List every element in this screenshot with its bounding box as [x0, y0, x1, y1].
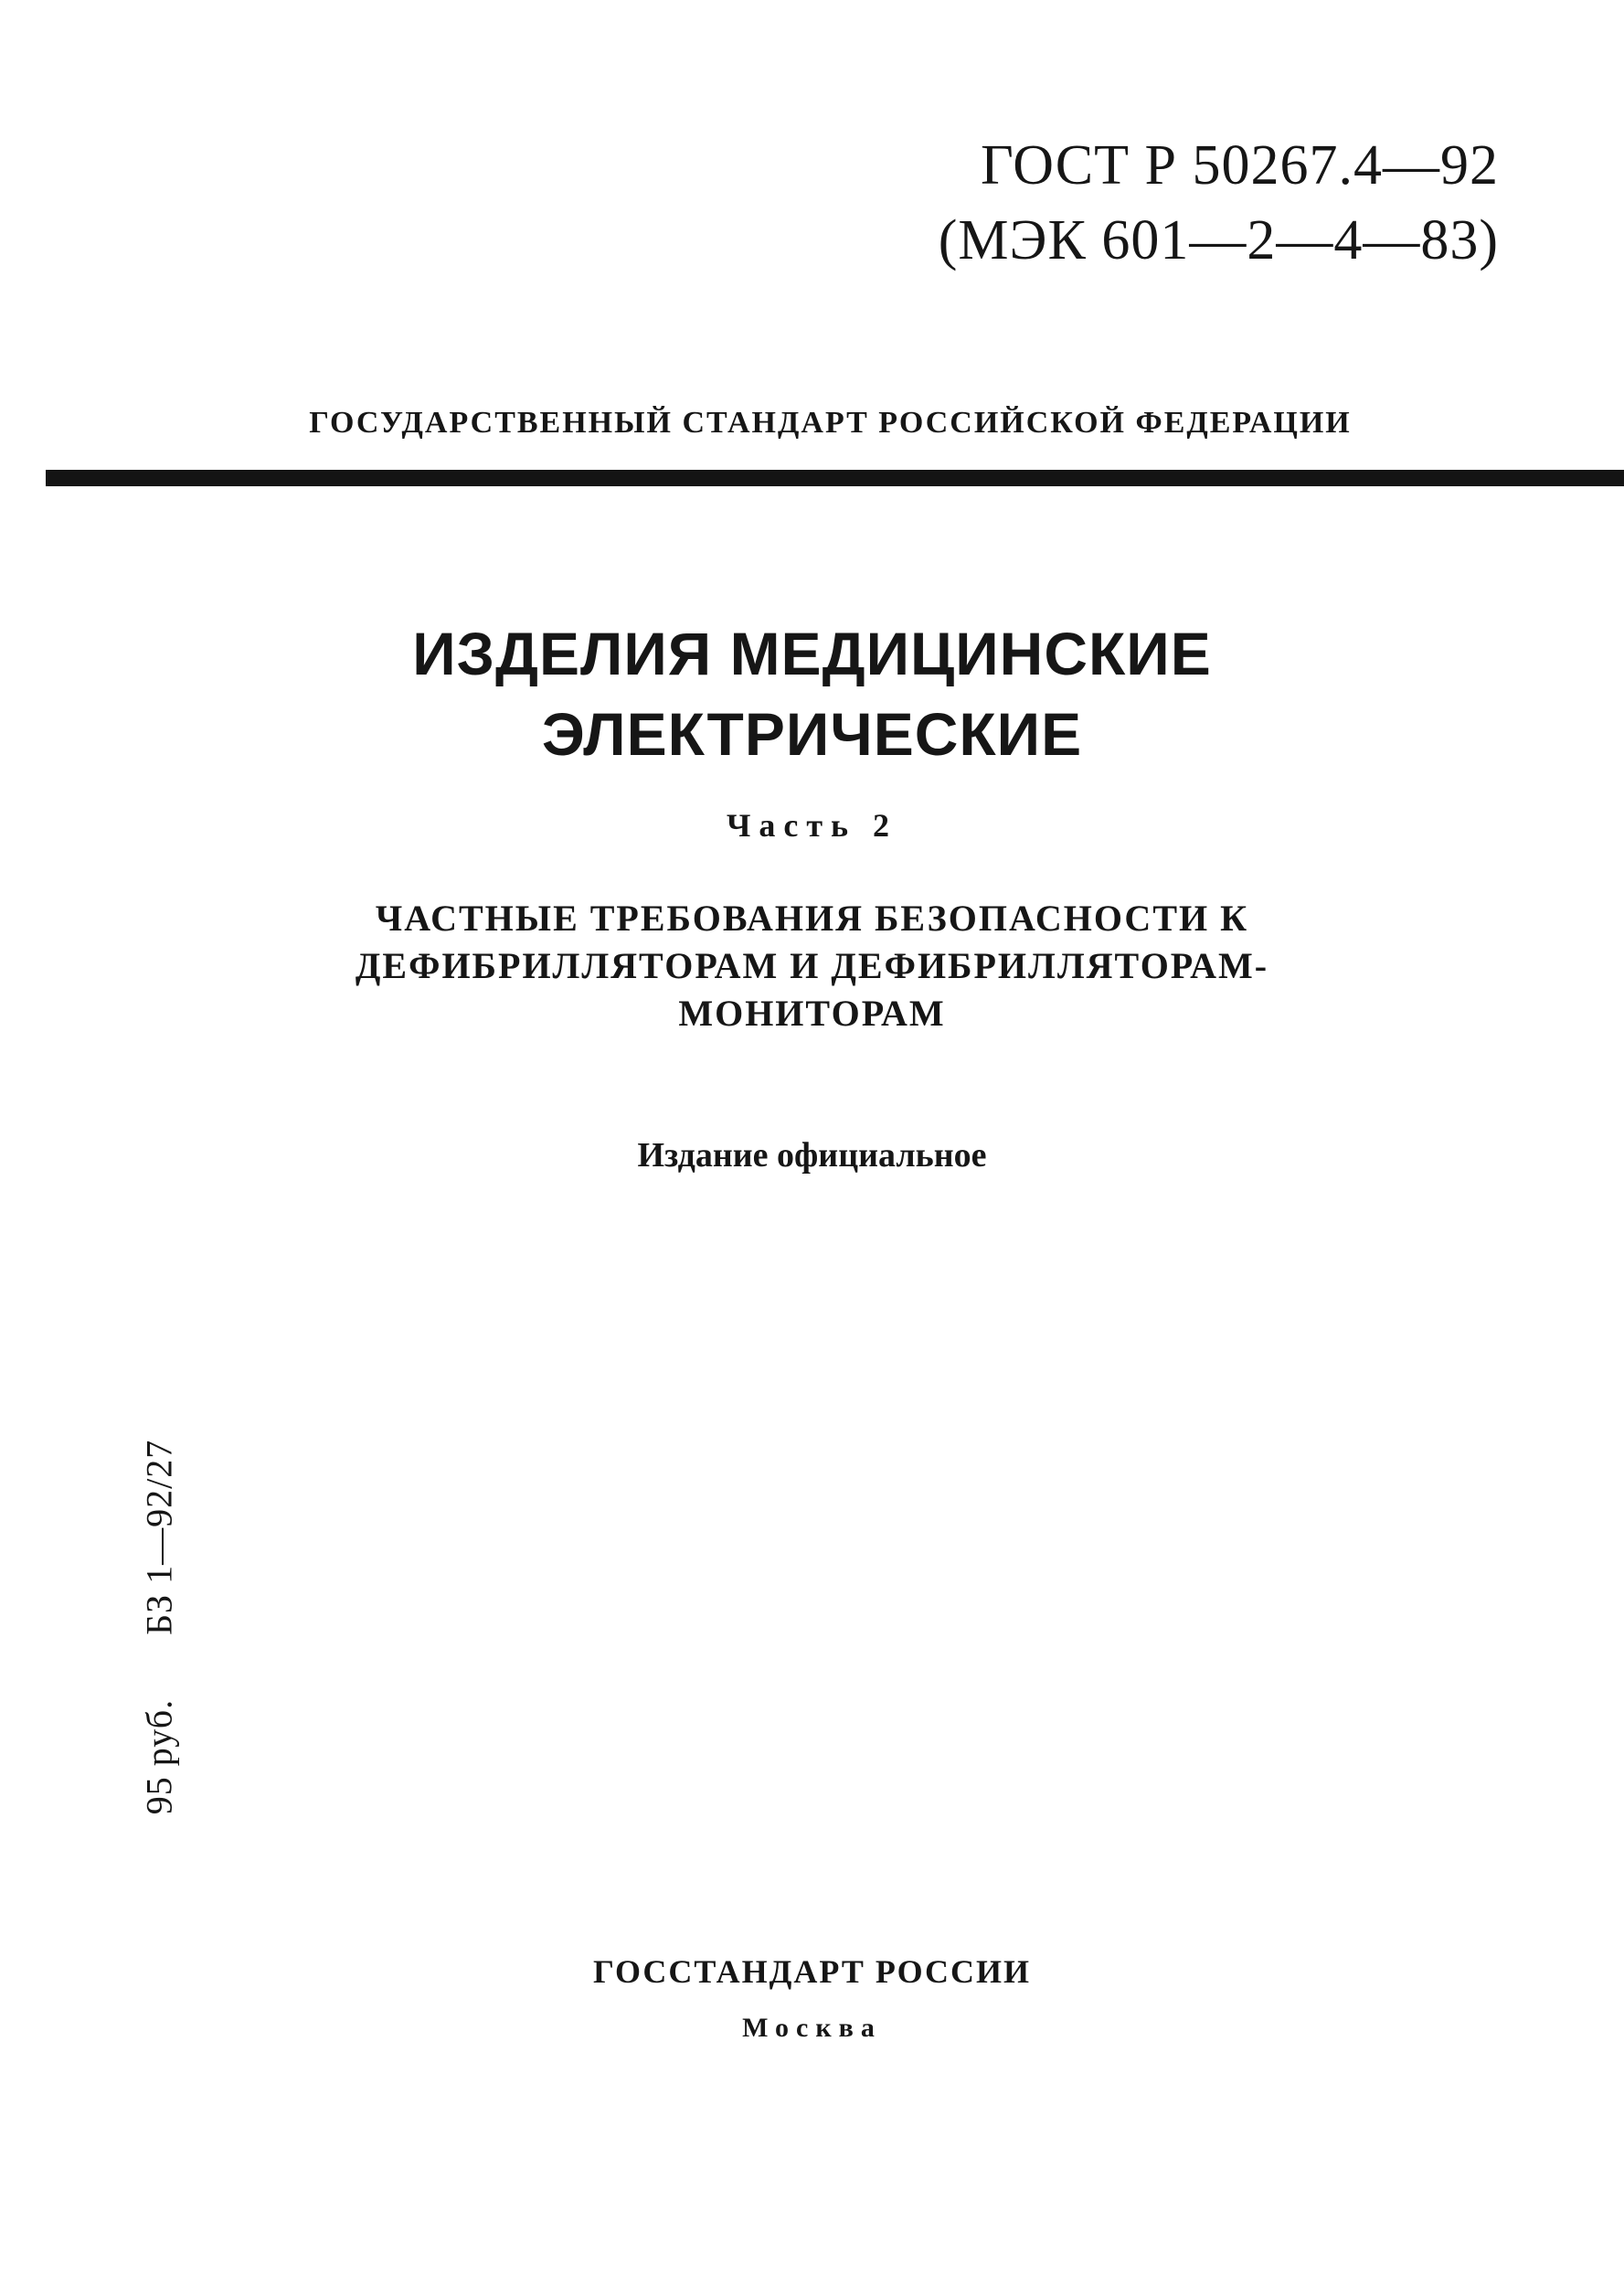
subtitle-line-1: ЧАСТНЫЕ ТРЕБОВАНИЯ БЕЗОПАСНОСТИ К — [375, 898, 1249, 939]
publisher-name: ГОССТАНДАРТ РОССИИ — [592, 1953, 1032, 1990]
side-imprint — [138, 1440, 181, 1814]
price-label: 95 руб. — [138, 1698, 180, 1815]
gost-number: ГОСТ Р 50267.4—92 — [980, 134, 1499, 197]
title-line-2: ЭЛЕКТРИЧЕСКИЕ — [541, 700, 1083, 768]
edition-label: Издание официальное — [637, 1136, 987, 1175]
title-line-1: ИЗДЕЛИЯ МЕДИЦИНСКИЕ — [412, 620, 1212, 687]
subtitle-line-3: МОНИТОРАМ — [678, 993, 946, 1034]
header-rule — [46, 470, 1624, 486]
publisher-city: Москва — [742, 2013, 882, 2043]
part-label: Часть 2 — [726, 807, 898, 844]
subtitle-line-2: ДЕФИБРИЛЛЯТОРАМ И ДЕФИБРИЛЛЯТОРАМ- — [355, 945, 1269, 986]
iec-number: (МЭК 601—2—4—83) — [938, 209, 1499, 271]
state-standard-header: ГОСУДАРСТВЕННЫЙ СТАНДАРТ РОССИЙСКОЙ ФЕДЕРАЦИИ — [309, 406, 1352, 440]
registration-code: БЗ 1—92/27 — [138, 1439, 180, 1635]
